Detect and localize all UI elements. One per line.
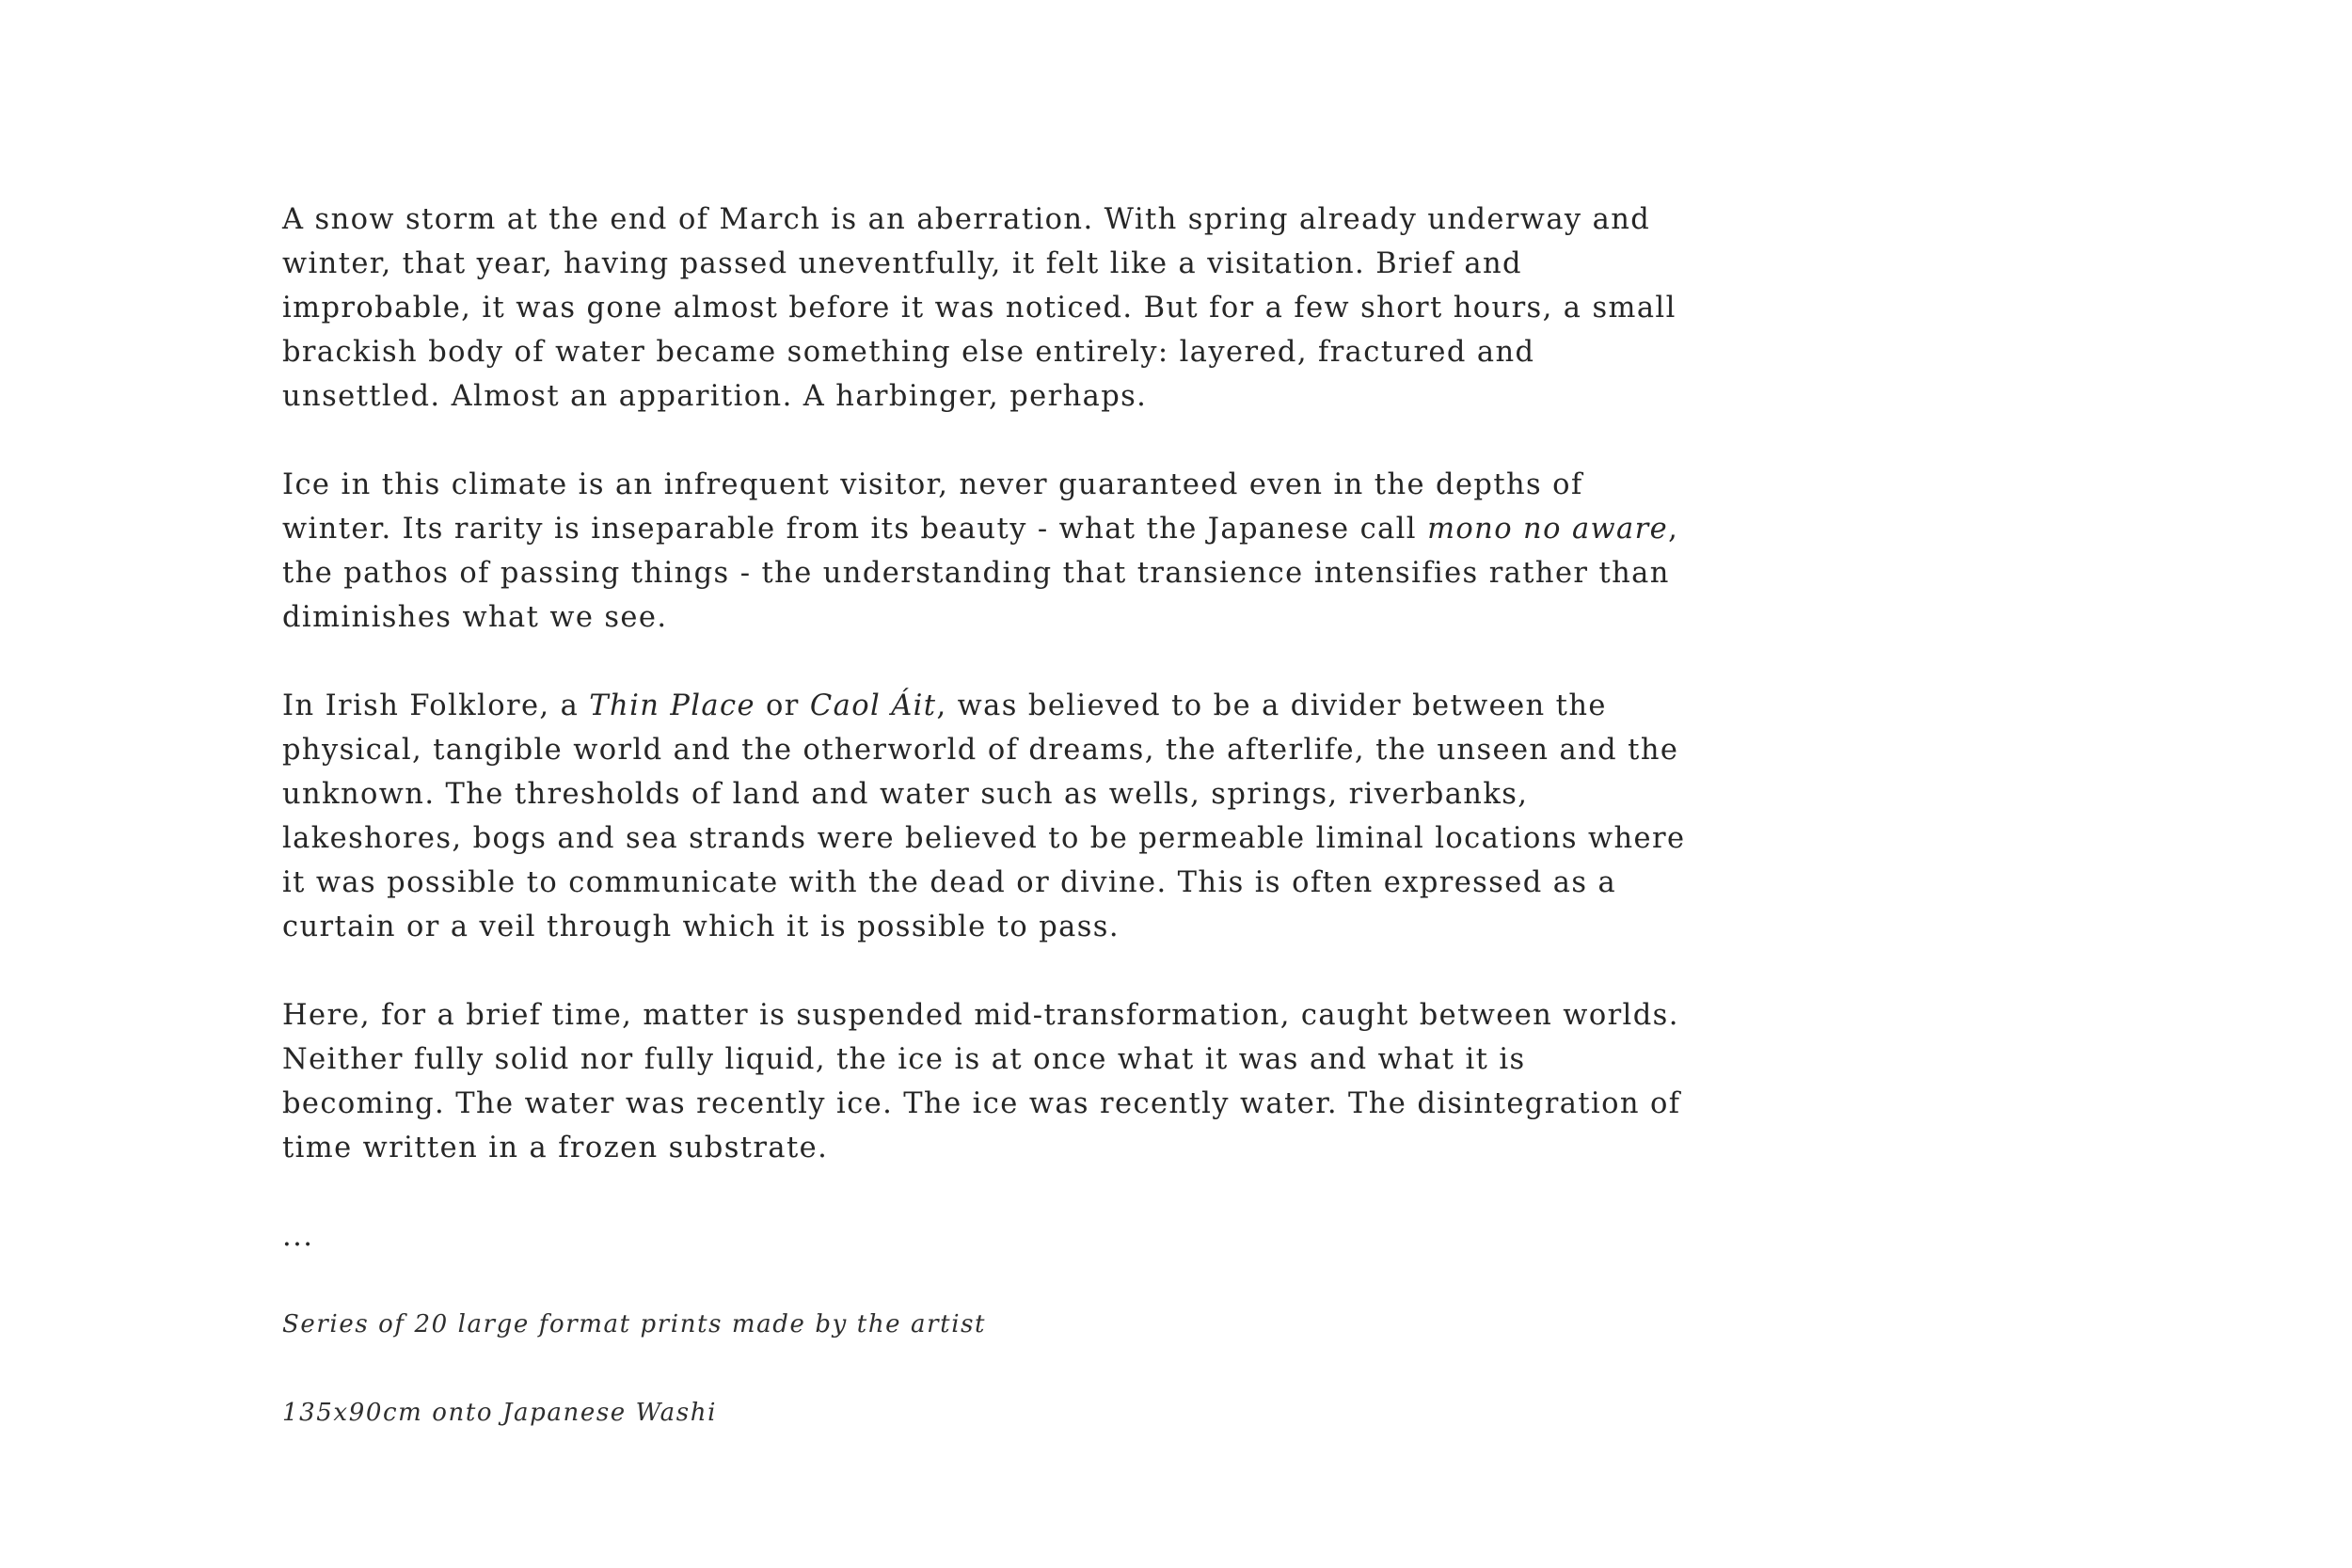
ellipsis: ... <box>282 1220 314 1253</box>
paragraph-ice-rarity <box>282 463 1693 640</box>
paragraph-text: , was believed to be a divider between the physical, tangible world and the otherworld of dreams, the afterlife, the unseen and the unknown. The thresholds of land and water such as wells, springs, riverbanks, lakeshores, bogs and sea strands were believed to be permeable liminal locations where it was possible to communicate with the dead or divine. This is often expressed as a curtain or a veil through which it is possible to pass. <box>282 689 1686 943</box>
caption-series: Series of 20 large format prints made by the artist <box>282 1310 987 1338</box>
term-mono-no-aware: mono no aware <box>1427 513 1669 546</box>
term-thin-place: Thin Place <box>589 689 755 722</box>
paragraph-text: Ice in this climate is an infrequent visitor, never guaranteed even in the depths of winter. Its rarity is inseparable from its beauty - what the Japanese call <box>282 468 1583 546</box>
paragraph-transformation: Here, for a brief time, matter is suspended mid-transformation, caught between worlds. Neither fully solid nor fully liquid, the ice is at once what it was and what it is becoming. The water was recently ice. The ice was recently water. The disintegration of time written in a frozen substrate. <box>282 999 1681 1164</box>
caption-dimensions: 135x90cm onto Japanese Washi <box>282 1399 717 1427</box>
artist-statement <box>282 198 1693 1480</box>
paragraph-text: In Irish Folklore, a <box>282 689 590 722</box>
term-caol-ait: Caol Áit <box>809 689 937 722</box>
paragraph-text: or <box>755 689 810 722</box>
paragraph-thin-place <box>282 684 1693 949</box>
paragraph-snow-storm: A snow storm at the end of March is an aberration. With spring already underway and winter, that year, having passed uneventfully, it felt like a visitation. Brief and improbable, it was gone almost before it was noticed. But for a few short hours, a small brackish body of water became something else entirely: layered, fractured and unsettled. Almost an apparition. A harbinger, perhaps. <box>282 203 1677 413</box>
paragraph-text: , the pathos of passing things - the understanding that transience intensifies rather than diminishes what we see. <box>282 513 1679 634</box>
